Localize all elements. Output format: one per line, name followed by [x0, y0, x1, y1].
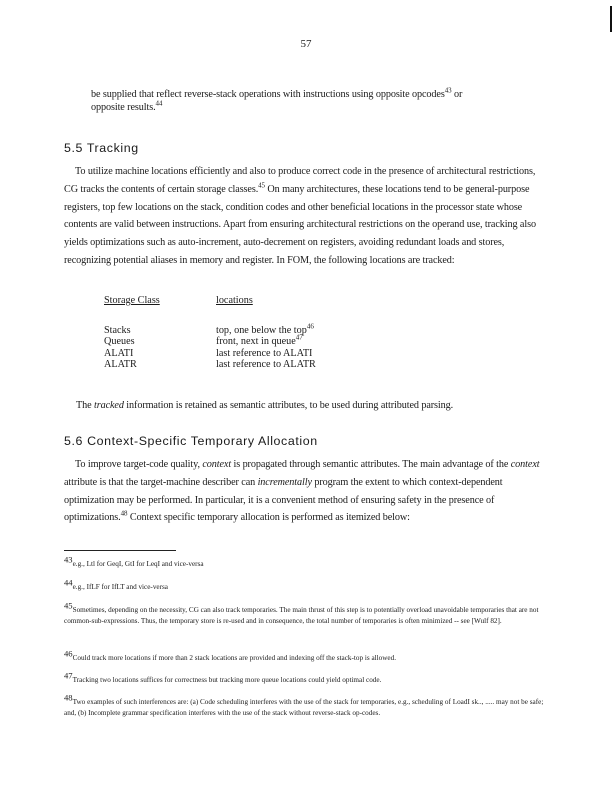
tracking-text-2: On many architectures, these locations tend to be general-purpose registers, top few locations on the stack, condition codes and other beneficial locations in the processor state whose contents are valid between instructions. Apart from ensuring architectural restrictions on the operand use, tracking also yields optimizations such as auto-increment, auto-decrement on registers, avoiding redundant loads and stores, recognizing potential aliases in memory and register. In FOM, the following locations are tracked:	[64, 183, 536, 266]
tracked-suffix: information is retained as semantic attributes, to be used during attributed parsing.	[123, 400, 454, 411]
footnote-ref-44: 44	[155, 99, 163, 108]
intro-text-2: or	[451, 89, 463, 100]
footnote-number: 48	[64, 692, 73, 703]
context-text-4: program the extent to which context-dependent optimization may be performed. In particular, it is a convenient method of ensuring safety in the presence of optimizations.	[64, 476, 503, 524]
tracked-info-sentence	[76, 399, 453, 412]
footnote-ref-43: 43	[444, 86, 452, 95]
footnote-number: 46	[64, 648, 73, 659]
footnote	[64, 670, 554, 686]
footnote-number: 44	[64, 577, 73, 588]
intro-text-3: opposite results.	[91, 102, 156, 113]
tracking-text-1: To utilize machine locations efficiently and also to produce correct code in the presence of architectural restrictions, CG tracks the contents of certain storage classes.	[64, 166, 536, 195]
footnote	[64, 554, 554, 570]
storage-class-cell: ALATI	[104, 347, 134, 359]
continued-paragraph	[91, 88, 551, 114]
table-row	[104, 336, 316, 348]
column-header-storage-class: Storage Class	[104, 295, 160, 306]
intro-text-1: be supplied that reflect reverse-stack operations with instructions using opposite opcodes	[91, 89, 445, 100]
footnote	[64, 692, 554, 718]
incrementally-emphasis: incrementally	[257, 476, 312, 488]
footnote-text: Sometimes, depending on the necessity, CG can also track temporaries. The main thrust of this step is to potentially overload unavoidable temporaries that are not common-sub-expressions. Thus, the temporary store is re-used and in consequence, the total number of temporaries is often minimized -- see [Wulf 82].	[64, 606, 539, 625]
tracked-prefix: The	[76, 400, 94, 411]
locations-cell: last reference to ALATR	[216, 359, 316, 370]
section-heading-tracking: 5.5 Tracking	[64, 141, 139, 155]
context-text-3: attribute is that the target-machine describer can	[64, 476, 258, 488]
locations-text: top, one below the top	[216, 324, 307, 336]
footnote-text: e.g., IfLF for IfLT and vice-versa	[72, 583, 168, 591]
storage-class-cell: Queues	[104, 336, 135, 347]
footnote-divider	[64, 550, 176, 551]
storage-class-cell: ALATR	[104, 359, 137, 370]
footnote-ref-46: 46	[306, 322, 314, 331]
context-text-1: To improve target-code quality,	[75, 459, 203, 470]
column-header-locations: locations	[216, 295, 253, 306]
footnote	[64, 577, 554, 593]
footnote-text: Two examples of such interferences are: (a) Code scheduling interferes with the use of the stack for temporaries, e.g., scheduling of LoadI sk.., ..... may not be safe; and, (b) Incomplete grammar specification interferes with the use of the stack without reverse-stack op-codes.	[64, 698, 544, 717]
context-emphasis: context	[510, 459, 540, 470]
footnote-text: Tracking two locations suffices for correctness but tracking more queue locations could yield optimal code.	[72, 676, 382, 684]
context-paragraph	[64, 456, 550, 527]
footnote-text: e.g., Ltl for GeqI, GtI for LeqI and vice-versa	[72, 560, 204, 568]
table-row	[104, 348, 316, 360]
locations-cell	[216, 333, 316, 348]
table-row	[104, 359, 316, 371]
footnote-ref-48: 48	[120, 510, 128, 518]
tracked-emphasis: tracked	[94, 400, 124, 411]
footnote-ref-45: 45	[258, 181, 265, 190]
locations-cell: last reference to ALATI	[216, 347, 313, 359]
context-text-5: Context specific temporary allocation is performed as itemized below:	[127, 512, 410, 524]
footnote	[64, 648, 554, 664]
storage-class-table	[104, 295, 316, 371]
context-emphasis: context	[202, 459, 232, 470]
section-heading-context: 5.6 Context-Specific Temporary Allocation	[64, 434, 318, 448]
footnote-text: Could track more locations if more than 2 stack locations are provided and indexing off the stack-top is allowed.	[72, 654, 397, 662]
locations-text: front, next in queue	[216, 336, 296, 347]
page-number: 57	[300, 38, 312, 50]
storage-class-cell: Stacks	[104, 324, 131, 336]
footnote-number: 45	[64, 600, 73, 611]
context-text-2: is propagated through semantic attributes. The main advantage of the	[231, 459, 511, 470]
footnote-number: 47	[64, 670, 73, 681]
table-header-row	[104, 295, 316, 325]
footnote-number: 43	[64, 554, 73, 565]
footnote-ref-47: 47	[295, 333, 303, 342]
tracking-paragraph	[64, 163, 550, 270]
footnote	[64, 600, 554, 626]
table-row	[104, 325, 316, 337]
